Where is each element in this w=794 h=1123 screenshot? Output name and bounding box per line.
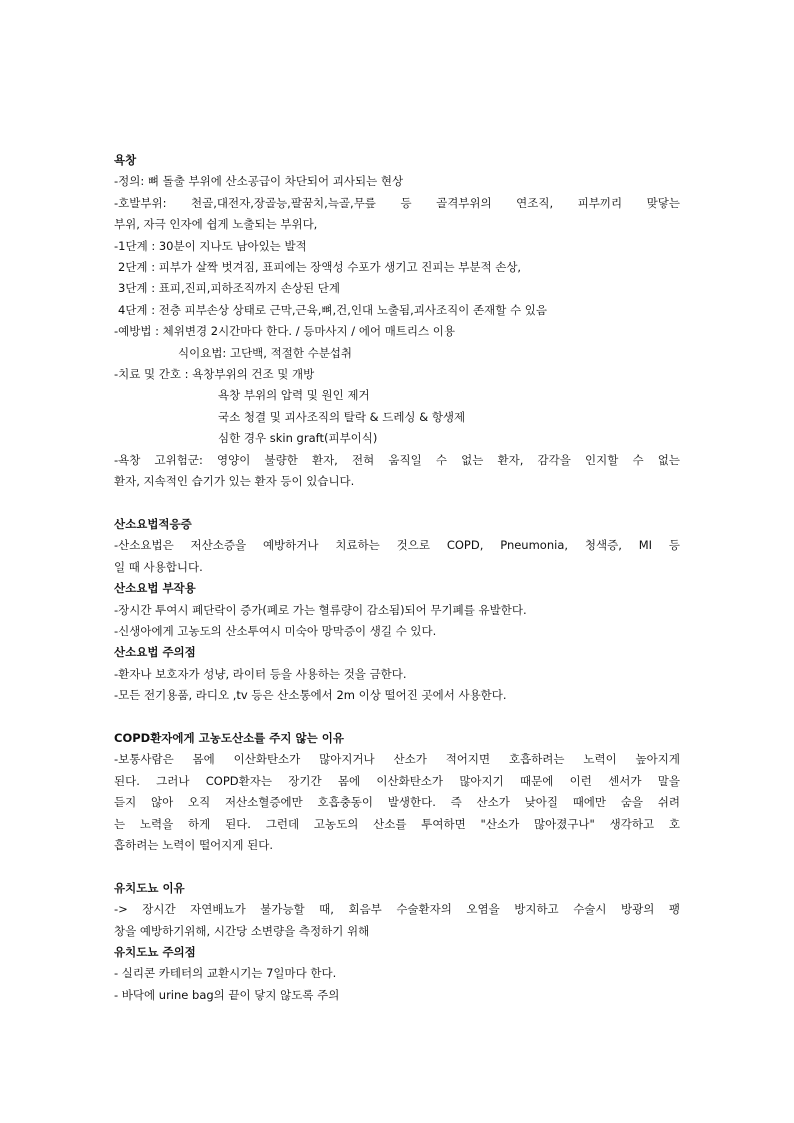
document-body (114, 150, 680, 1006)
foley-reason-line-1: -> 장시간 자연배뇨가 불가능할 때, 회음부 수술환자의 오염을 방지하고 수술시 방광의 팽 (114, 902, 680, 917)
bedsore-stage-3: 3단계 : 표피,진피,피하조직까지 손상된 단계 (118, 281, 340, 296)
bedsore-sites-line-2: 부위, 자극 인자에 쉽게 노출되는 부위다, (114, 217, 318, 232)
foley-precautions-line-1: - 실리콘 카테터의 교환시기는 7일마다 한다. (114, 966, 337, 981)
copd-line-2: 된다. 그러나 COPD환자는 장기간 몸에 이산화탄소가 많아지기 때문에 이런 센서가 말을 (114, 773, 680, 788)
bedsore-definition: -정의: 뼈 돌출 부위에 산소공급이 차단되어 괴사되는 현상 (114, 174, 404, 189)
section-title-oxygen-indication: 산소요법적응증 (114, 516, 192, 531)
section-title-oxygen-precautions: 산소요법 주의점 (114, 645, 196, 660)
blank-line (114, 493, 680, 514)
section-title-copd: COPD환자에게 고농도산소를 주지 않는 이유 (114, 730, 344, 745)
section-title-foley-reason: 유치도뇨 이유 (114, 880, 185, 895)
bedsore-stage-1: -1단계 : 30분이 지나도 남아있는 발적 (114, 238, 307, 253)
bedsore-treatment-line-4: 심한 경우 skin graft(피부이식) (218, 431, 378, 446)
copd-line-3: 듣지 않아 오직 저산소혈증에만 호흡충동이 발생한다. 즉 산소가 낮아질 때에만 숨을 쉬려 (114, 795, 680, 810)
bedsore-treatment-line-1: -치료 및 간호 : 욕창부위의 건조 및 개방 (114, 367, 315, 382)
copd-line-4: 는 노력을 하게 된다. 그런데 고농도의 산소를 투여하면 "산소가 많아졌구나" 생각하고 호 (114, 816, 680, 831)
bedsore-risk-line-2: 환자, 지속적인 습기가 있는 환자 등이 있습니다. (114, 474, 355, 489)
bedsore-risk-line-1: -욕창 고위험군: 영양이 불량한 환자, 전혀 움직일 수 없는 환자, 감각을 인지할 수 없는 (114, 452, 680, 467)
oxygen-side-effects-line-1: -장시간 투여시 폐단락이 증가(폐로 가는 혈류량이 감소됨)되어 무기폐를 유발한다. (114, 602, 527, 617)
bedsore-treatment-line-2: 욕창 부위의 압력 및 원인 제거 (218, 388, 370, 403)
bedsore-stage-2: 2단계 : 피부가 살짝 벗겨짐, 표피에는 장액성 수포가 생기고 진피는 부분적 손상, (118, 260, 522, 275)
section-title-oxygen-side-effects: 산소요법 부작용 (114, 581, 196, 596)
copd-line-5: 흡하려는 노력이 떨어지게 된다. (114, 837, 274, 852)
oxygen-precautions-line-1: -환자나 보호자가 성냥, 라이터 등을 사용하는 것을 금한다. (114, 666, 407, 681)
section-title-bedsore: 욕창 (114, 153, 137, 167)
oxygen-precautions-line-2: -모든 전기용품, 라디오 ,tv 등은 산소통에서 2m 이상 떨어진 곳에서 사용한다. (114, 688, 507, 703)
bedsore-treatment-line-3: 국소 청결 및 괴사조직의 탈락 & 드레싱 & 항생제 (218, 409, 466, 424)
oxygen-side-effects-line-2: -신생아에게 고농도의 산소투여시 미숙아 망막증이 생길 수 있다. (114, 623, 437, 638)
bedsore-prevention-line-2: 식이요법: 고단백, 적절한 수분섭취 (178, 345, 353, 360)
section-title-foley-precautions: 유치도뇨 주의점 (114, 944, 196, 959)
foley-reason-line-2: 창을 예방하기위해, 시간당 소변량을 측정하기 위해 (114, 923, 370, 938)
foley-precautions-line-2: - 바닥에 urine bag의 끝이 닿지 않도록 주의 (114, 987, 340, 1002)
copd-line-1: -보통사람은 몸에 이산화탄소가 많아지거나 산소가 적어지면 호흡하려는 노력이 높아지게 (114, 752, 680, 767)
oxygen-indication-line-1: -산소요법은 저산소증을 예방하거나 치료하는 것으로 COPD, Pneumonia, 청색증, MI 등 (114, 538, 680, 553)
bedsore-stage-4: 4단계 : 전층 피부손상 상태로 근막,근육,뼈,건,인대 노출됨,괴사조직이 존재할 수 있음 (118, 302, 547, 317)
bedsore-sites-line-1: -호발부위: 천골,대전자,장골능,팔꿈치,늑골,무릎 등 골격부위의 연조직, 피부끼리 맞닿는 (114, 195, 680, 210)
oxygen-indication-line-2: 일 때 사용합니다. (114, 559, 203, 574)
blank-line (114, 707, 680, 728)
blank-line (114, 856, 680, 877)
bedsore-prevention-line-1: -예방법 : 체위변경 2시간마다 한다. / 등마사지 / 에어 매트리스 이용 (114, 324, 456, 339)
